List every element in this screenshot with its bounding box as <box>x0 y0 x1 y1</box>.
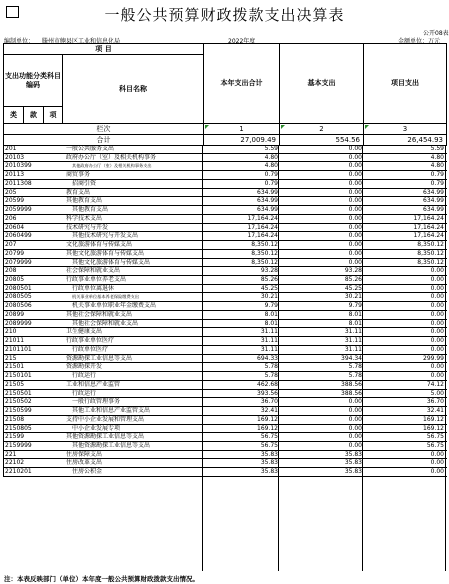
cell-v1: 31.11 <box>260 328 278 336</box>
cell-code: 20113 <box>5 171 25 179</box>
cell-v2: 30.21 <box>344 293 362 301</box>
cell-v1: 8.01 <box>264 319 278 327</box>
cell-v3: 0.00 <box>430 328 444 336</box>
cell-code: 2011308 <box>5 179 32 187</box>
header-lei: 类 <box>4 107 24 124</box>
money-unit: 金额单位：万元 <box>398 38 441 45</box>
cell-v3: 17,164.24 <box>413 232 444 240</box>
cell-code: 215 <box>5 354 17 362</box>
cell-v2: 388.56 <box>341 380 362 388</box>
cell-v3: 634.99 <box>423 188 444 196</box>
cell-v1: 169.12 <box>257 424 278 432</box>
cell-v1: 32.41 <box>260 407 278 415</box>
cell-v1: 17,164.24 <box>247 214 278 222</box>
cell-v1: 634.99 <box>257 188 278 196</box>
cell-code: 2089999 <box>5 319 32 327</box>
column-divider <box>278 145 279 571</box>
cell-v1: 56.75 <box>260 433 278 441</box>
cell-name: 其他政府办公厅（室）及相关机构事务支出 <box>72 163 152 169</box>
cell-v2: 0.00 <box>348 258 362 266</box>
cell-v2: 0.00 <box>348 197 362 205</box>
table-row <box>4 390 447 399</box>
cell-v1: 462.68 <box>257 380 278 388</box>
cell-v1: 35.83 <box>260 468 278 476</box>
table-row <box>4 267 447 276</box>
cell-code: 22102 <box>5 459 25 467</box>
header-total: 本年支出合计 <box>204 44 280 124</box>
cell-name: 机关事业单位职业年金缴费支出 <box>72 302 157 310</box>
cell-code: 21599 <box>5 433 25 441</box>
cell-code: 20805 <box>5 276 25 284</box>
table-row <box>4 337 447 346</box>
cell-code: 207 <box>5 241 17 249</box>
cell-v3: 0.00 <box>430 267 444 275</box>
cell-name: 机关事业单位基本养老保险缴费支出 <box>72 294 140 300</box>
cell-v3: 4.80 <box>430 153 444 161</box>
table-row <box>4 363 447 372</box>
cell-v1: 169.12 <box>257 415 278 423</box>
header-kuan: 款 <box>24 107 44 124</box>
cell-v2: 0.00 <box>348 241 362 249</box>
cell-code: 2150502 <box>5 398 32 406</box>
cell-name: 其他技术研究与开发支出 <box>72 232 139 240</box>
form-code: 公开08表 <box>423 30 449 37</box>
unit-name: 滕州市鲍县区工业和信息化局 <box>42 38 121 45</box>
cell-v1: 5.78 <box>264 372 278 380</box>
cell-code: 2159999 <box>5 441 32 449</box>
cell-code: 208 <box>5 267 17 275</box>
header-lanci: 栏次 <box>4 124 204 135</box>
cell-name: 其他文化旅游体育与传媒支出 <box>72 258 151 266</box>
header-num-1: 1 <box>204 124 280 135</box>
table-row <box>4 241 447 250</box>
cell-code: 201 <box>5 145 17 152</box>
cell-code: 205 <box>5 188 17 196</box>
cell-v3: 8,350.12 <box>417 249 444 257</box>
header-num-3: 3 <box>364 124 447 135</box>
table-row <box>4 215 447 224</box>
cell-code: 2079999 <box>5 258 32 266</box>
table-row <box>4 442 447 451</box>
cell-code: 2150501 <box>5 389 32 397</box>
cell-name: 住房公积金 <box>72 468 103 476</box>
cell-v1: 56.75 <box>260 441 278 449</box>
cell-code: 2210201 <box>5 468 32 476</box>
cell-v1: 35.83 <box>260 459 278 467</box>
table-row <box>4 180 447 189</box>
cell-name: 资源勘探工业信息等支出 <box>66 354 133 362</box>
cell-v3: 17,164.24 <box>413 214 444 222</box>
cell-name: 其他教育支出 <box>72 206 109 214</box>
page-title: 一般公共预算财政拨款支出决算表 <box>104 6 345 24</box>
cell-v1: 4.80 <box>264 153 278 161</box>
cell-name: 行政事业单位医疗 <box>66 337 115 345</box>
cell-v2: 93.28 <box>344 267 362 275</box>
cell-name: 招商引资 <box>72 179 97 187</box>
table-row <box>4 328 447 337</box>
header-basic: 基本支出 <box>280 44 364 124</box>
table-header <box>3 43 447 146</box>
cell-v2: 0.00 <box>348 171 362 179</box>
table-row <box>4 416 447 425</box>
cell-name: 工业和信息产业监管 <box>66 380 121 388</box>
cell-code: 2010399 <box>5 162 32 170</box>
cell-name: 商贸事务 <box>66 171 91 179</box>
total-value-1: 27,009.49 <box>204 135 280 146</box>
cell-v1: 31.11 <box>260 337 278 345</box>
cell-code: 21501 <box>5 363 25 371</box>
cell-v2: 0.00 <box>348 433 362 441</box>
cell-v2: 0.00 <box>348 232 362 240</box>
cell-v2: 45.25 <box>344 284 362 292</box>
cell-v1: 4.80 <box>264 162 278 170</box>
cell-v3: 56.75 <box>426 441 444 449</box>
table-row <box>4 259 447 268</box>
cell-name: 科学技术支出 <box>66 214 103 222</box>
cell-v3: 0.00 <box>430 450 444 458</box>
cell-v1: 85.26 <box>260 276 278 284</box>
cell-v2: 0.00 <box>348 441 362 449</box>
cell-v1: 694.33 <box>257 354 278 362</box>
table-row <box>4 197 447 206</box>
cell-name: 行政事业单位养老支出 <box>66 276 127 284</box>
cell-name: 政府办公厅（室）及相关机构事务 <box>66 153 157 161</box>
column-divider <box>362 145 363 571</box>
cell-code: 206 <box>5 214 17 222</box>
cell-name: 一般行政管理事务 <box>72 398 121 406</box>
table-row <box>4 451 447 460</box>
table-row <box>4 468 447 477</box>
cell-v2: 31.11 <box>344 345 362 353</box>
cell-v1: 30.21 <box>260 293 278 301</box>
cell-code: 20799 <box>5 249 25 257</box>
cell-v2: 388.56 <box>341 389 362 397</box>
cell-v3: 0.79 <box>430 171 444 179</box>
cell-v1: 8,350.12 <box>251 241 278 249</box>
cell-code: 2060499 <box>5 232 32 240</box>
cell-name: 其他工业和信息产业监管支出 <box>72 407 151 415</box>
cell-v1: 17,164.24 <box>247 223 278 231</box>
table-row <box>4 171 447 180</box>
table-row <box>4 381 447 390</box>
cell-v3: 0.00 <box>430 372 444 380</box>
table-row <box>4 162 447 171</box>
cell-v1: 8.01 <box>264 310 278 318</box>
header-code-group: 支出功能分类科目编码 <box>4 55 63 107</box>
cell-v1: 8,350.12 <box>251 258 278 266</box>
cell-v3: 0.00 <box>430 284 444 292</box>
cell-name: 行政单位医疗 <box>72 345 109 353</box>
cell-name: 其他社会保障和就业支出 <box>66 310 133 318</box>
cell-v1: 5.59 <box>264 145 278 152</box>
cell-v3: 32.41 <box>426 407 444 415</box>
table-row <box>4 206 447 215</box>
cell-v2: 0.00 <box>348 249 362 257</box>
cell-name: 其他教育支出 <box>66 197 103 205</box>
cell-v3: 0.00 <box>430 276 444 284</box>
cell-v2: 35.83 <box>344 450 362 458</box>
cell-v3: 0.00 <box>430 345 444 353</box>
table-row <box>4 355 447 364</box>
cell-v3: 17,164.24 <box>413 223 444 231</box>
cell-code: 2101101 <box>5 345 32 353</box>
cell-v3: 5.00 <box>430 389 444 397</box>
table-row <box>4 154 447 163</box>
cell-v2: 0.00 <box>348 214 362 222</box>
table-row <box>4 250 447 259</box>
cell-name: 住房改革支出 <box>66 459 103 467</box>
cell-v2: 31.11 <box>344 337 362 345</box>
cell-v3: 0.00 <box>430 337 444 345</box>
cell-name: 资源勘探开发 <box>66 363 103 371</box>
total-label-cell: 合计 <box>4 135 204 146</box>
cell-v3: 0.00 <box>430 293 444 301</box>
column-divider <box>445 145 446 571</box>
cell-v1: 35.83 <box>260 450 278 458</box>
cell-code: 21011 <box>5 337 25 345</box>
header-subject-name: 科目名称 <box>63 55 204 124</box>
cell-v3: 0.00 <box>430 319 444 327</box>
cell-v2: 0.00 <box>348 424 362 432</box>
cell-name: 其他资源勘探工业信息等支出 <box>66 433 145 441</box>
cell-v3: 8,350.12 <box>417 241 444 249</box>
cell-v2: 0.00 <box>348 188 362 196</box>
cell-v1: 93.28 <box>260 267 278 275</box>
cell-v3: 0.79 <box>430 179 444 187</box>
cell-v2: 5.78 <box>348 363 362 371</box>
cell-code: 2080506 <box>5 302 32 310</box>
header-num-2: 2 <box>280 124 364 135</box>
table-body <box>3 145 447 477</box>
table-row <box>4 459 447 468</box>
cell-v1: 17,164.24 <box>247 232 278 240</box>
cell-marker-icon <box>281 125 285 129</box>
cell-code: 21505 <box>5 380 25 388</box>
cell-v1: 393.56 <box>257 389 278 397</box>
cell-v2: 0.00 <box>348 407 362 415</box>
table-row <box>4 189 447 198</box>
cell-v3: 0.00 <box>430 310 444 318</box>
cell-code: 20599 <box>5 197 25 205</box>
cell-code: 221 <box>5 450 17 458</box>
cell-v1: 36.70 <box>260 398 278 406</box>
column-divider <box>202 145 203 571</box>
cell-name: 一般公共服务支出 <box>66 145 115 152</box>
cell-name: 行政运行 <box>72 389 97 397</box>
total-value-2: 554.56 <box>280 135 364 146</box>
cell-v1: 8,350.12 <box>251 249 278 257</box>
table-row <box>4 145 447 154</box>
table-row <box>4 372 447 381</box>
cell-v3: 0.00 <box>430 468 444 476</box>
table-row <box>4 398 447 407</box>
cell-v3: 634.99 <box>423 206 444 214</box>
table-row <box>4 302 447 311</box>
cell-v2: 0.00 <box>348 223 362 231</box>
cell-v2: 85.26 <box>344 276 362 284</box>
cell-name: 其他资源勘探工业信息等支出 <box>72 441 151 449</box>
cell-v3: 5.59 <box>430 145 444 152</box>
cell-v3: 0.00 <box>430 302 444 310</box>
cell-code: 20604 <box>5 223 25 231</box>
cell-name: 技术研究与开发 <box>66 223 109 231</box>
cell-code: 2150805 <box>5 424 32 432</box>
cell-name: 其他文化旅游体育与传媒支出 <box>66 249 145 257</box>
cell-v2: 0.00 <box>348 206 362 214</box>
cell-code: 2150599 <box>5 407 32 415</box>
cell-v2: 9.79 <box>348 302 362 310</box>
cell-code: 2080505 <box>5 293 32 301</box>
table-row <box>4 425 447 434</box>
cell-name: 住房保障支出 <box>66 450 103 458</box>
header-project-exp: 项目支出 <box>364 44 447 124</box>
cell-v1: 634.99 <box>257 197 278 205</box>
cell-v2: 0.00 <box>348 179 362 187</box>
fiscal-year: 2022年度 <box>228 38 256 45</box>
cell-v3: 56.75 <box>426 433 444 441</box>
cell-name: 卫生健康支出 <box>66 328 103 336</box>
table-row <box>4 311 447 320</box>
cell-v3: 4.80 <box>430 162 444 170</box>
cell-v2: 5.78 <box>348 372 362 380</box>
cell-v2: 35.83 <box>344 468 362 476</box>
cell-v3: 634.99 <box>423 197 444 205</box>
total-value-3: 26,454.93 <box>364 135 447 146</box>
cell-v3: 74.12 <box>426 380 444 388</box>
cell-v2: 0.00 <box>348 398 362 406</box>
header-project: 项 目 <box>4 44 204 55</box>
cell-name: 社会保障和就业支出 <box>66 267 121 275</box>
cell-name: 中小企业发展专项 <box>72 424 121 432</box>
cell-name: 行政运行 <box>72 372 97 380</box>
table-row <box>4 232 447 241</box>
cell-name: 支持中小企业发展和管理支出 <box>66 415 145 423</box>
cell-v3: 169.12 <box>423 415 444 423</box>
table-row <box>4 293 447 302</box>
cell-code: 2150101 <box>5 372 32 380</box>
cell-code: 2059999 <box>5 206 32 214</box>
cell-code: 21508 <box>5 415 25 423</box>
cell-v1: 5.78 <box>264 363 278 371</box>
cell-v2: 35.83 <box>344 459 362 467</box>
table-row <box>4 320 447 329</box>
cell-v3: 299.99 <box>423 354 444 362</box>
cell-name: 行政单位离退休 <box>72 284 115 292</box>
cell-v2: 0.00 <box>348 162 362 170</box>
cell-v2: 8.01 <box>348 310 362 318</box>
cell-v3: 36.70 <box>426 398 444 406</box>
cell-v2: 8.01 <box>348 319 362 327</box>
cell-v2: 394.34 <box>341 354 362 362</box>
cell-v3: 169.12 <box>423 424 444 432</box>
cell-v2: 0.00 <box>348 153 362 161</box>
cell-marker-icon <box>205 125 209 129</box>
cell-v1: 0.79 <box>264 171 278 179</box>
cell-code: 210 <box>5 328 17 336</box>
cell-code: 20899 <box>5 310 25 318</box>
cell-name: 其他社会保障和就业支出 <box>72 319 139 327</box>
unit-label: 编制单位： <box>4 38 35 45</box>
table-row <box>4 433 447 442</box>
cell-v1: 45.25 <box>260 284 278 292</box>
cell-v1: 634.99 <box>257 206 278 214</box>
table-row <box>4 285 447 294</box>
cell-v2: 0.00 <box>348 415 362 423</box>
footnote: 注：本表反映部门（单位）本年度一般公共预算财政拨款支出情况。 <box>4 575 199 583</box>
cell-name: 教育支出 <box>66 188 91 196</box>
cell-marker-icon <box>365 125 369 129</box>
cell-v3: 0.00 <box>430 459 444 467</box>
table-row <box>4 346 447 355</box>
header-xiang: 项 <box>44 107 63 124</box>
cell-v1: 9.79 <box>264 302 278 310</box>
cell-v1: 31.11 <box>260 345 278 353</box>
cell-code: 20103 <box>5 153 25 161</box>
cell-v1: 0.79 <box>264 179 278 187</box>
cell-v3: 8,350.12 <box>417 258 444 266</box>
cell-code: 2080501 <box>5 284 32 292</box>
cell-v2: 0.00 <box>348 145 362 152</box>
table-row <box>4 276 447 285</box>
cell-v2: 31.11 <box>344 328 362 336</box>
cell-name: 文化旅游体育与传媒支出 <box>66 241 133 249</box>
table-row <box>4 407 447 416</box>
table-row <box>4 224 447 233</box>
cell-v3: 0.00 <box>430 363 444 371</box>
